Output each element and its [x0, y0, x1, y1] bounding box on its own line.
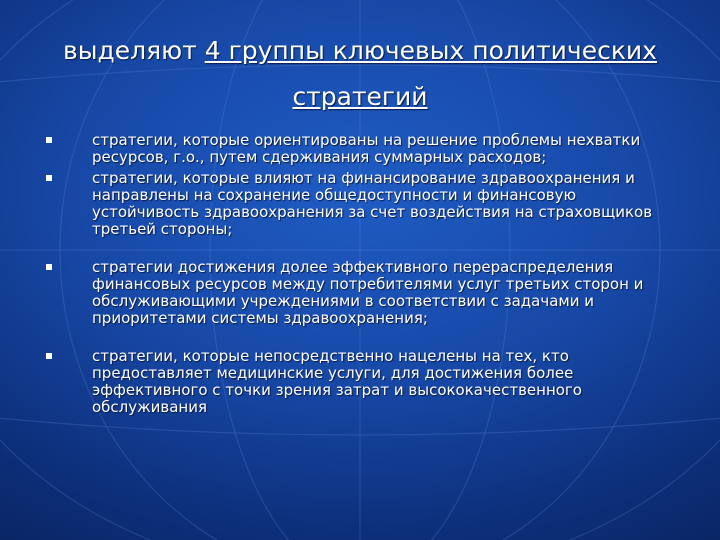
- bullet-text: стратегии достижения долее эффективного перераспределения финансовых ресурсов между потребителями услуг третьих сторон и обслуживающими учреждениями в соответствии с задачами и приоритетами системы здравоохранения;: [92, 258, 644, 327]
- title-underlined-line2: стратегий: [292, 82, 428, 111]
- list-item: [46, 132, 686, 166]
- bullet-text: стратегии, которые ориентированы на решение проблемы нехватки ресурсов, г.о., путем сдерживания суммарных расходов;: [92, 131, 641, 166]
- slide-title: [0, 28, 720, 120]
- title-prefix: выделяют: [63, 36, 205, 65]
- list-item: [46, 348, 686, 416]
- square-bullet-icon: [46, 175, 52, 181]
- bullet-list: [46, 132, 686, 416]
- square-bullet-icon: [46, 353, 52, 359]
- list-item: [46, 170, 686, 238]
- bullet-text: стратегии, которые непосредственно нацелены на тех, кто предоставляет медицинские услуги, для достижения более эффективного с точки зрения затрат и высококачественного обслуживания: [92, 347, 582, 416]
- square-bullet-icon: [46, 264, 52, 270]
- square-bullet-icon: [46, 137, 52, 143]
- bullet-text: стратегии, которые влияют на финансирование здравоохранения и направлены на сохранение общедоступности и финансовую устойчивость здравоохранения за счет воздействия на страховщиков третьей стороны;: [92, 169, 653, 238]
- list-item: [46, 259, 686, 327]
- title-underlined-line1: 4 группы ключевых политических: [204, 36, 657, 65]
